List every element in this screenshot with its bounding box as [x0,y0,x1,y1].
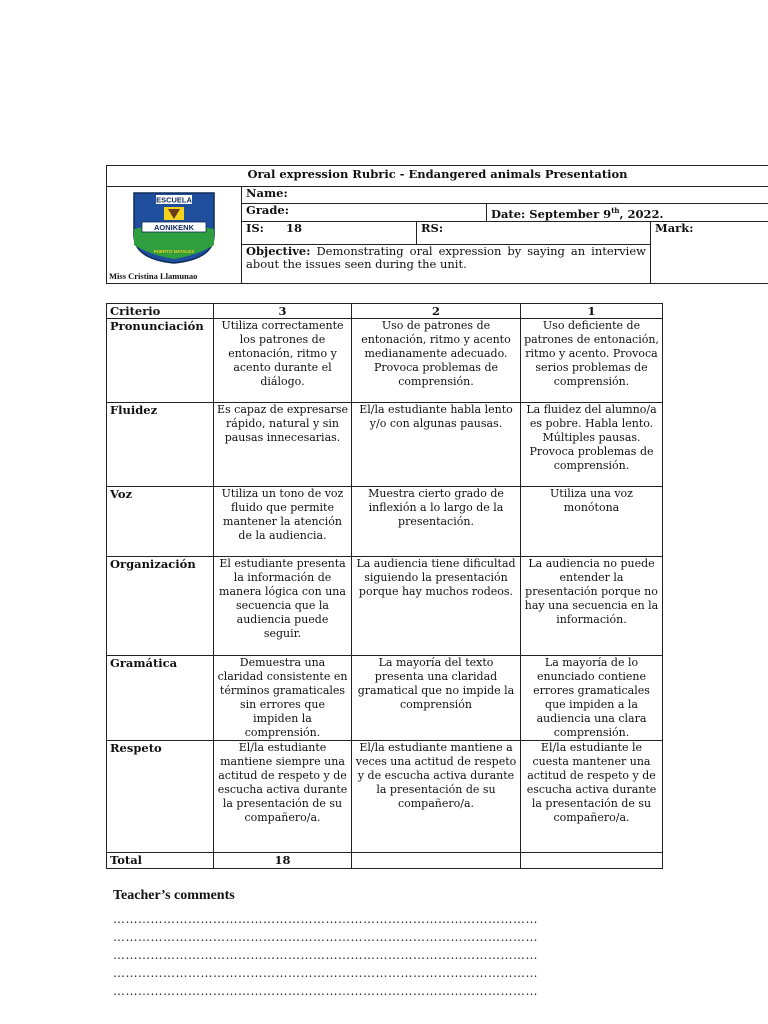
mark-field[interactable]: Mark: [651,221,768,283]
date-field [487,204,768,222]
header-score-2: 2 [352,304,521,319]
comment-line[interactable]: ………………………………………………………………………………………… [113,912,538,926]
score-3-cell: Demuestra una claridad consistente en términos gramaticales sin errores que impiden la comprensión. [214,656,352,741]
total-value: 18 [214,853,352,869]
date-suffix: th [611,206,620,215]
date-label: Date: September 9 [491,206,612,221]
header-score-1: 1 [521,304,663,319]
criterion-cell: Respeto [107,741,214,853]
score-2-cell: Uso de patrones de entonación, ritmo y acento medianamente adecuado. Provoca problemas de comprensión. [352,319,521,403]
comments-title: Teacher’s comments [113,888,235,903]
name-field[interactable]: Name: [242,187,768,204]
logo-text-banner: AONIKENK [153,223,195,232]
comment-line[interactable]: ………………………………………………………………………………………… [113,966,538,980]
is-label: IS: [246,220,264,235]
score-2-cell: La audiencia tiene dificultad siguiendo la presentación porque hay muchos rodeos. [352,557,521,656]
teacher-comments-section [113,888,673,1000]
objective-field [242,245,651,284]
table-row [107,741,663,853]
teacher-name: Miss Cristina Llamunao [109,271,198,281]
school-logo-cell [107,187,242,284]
table-row [107,403,663,487]
table-row [107,557,663,656]
score-2-cell: Muestra cierto grado de inflexión a lo largo de la presentación. [352,487,521,557]
header-criterio: Criterio [107,304,214,319]
score-3-cell: El/la estudiante mantiene siempre una actitud de respeto y de escucha activa durante la presentación de su compañero/a. [214,741,352,853]
total-empty-cell [521,853,663,869]
date-year: , 2022. [619,206,664,221]
rs-field[interactable]: RS: [417,221,651,244]
total-empty-cell [352,853,521,869]
comment-line[interactable]: ………………………………………………………………………………………… [113,948,538,962]
is-value: 18 [285,220,302,235]
total-label: Total [107,853,214,869]
comment-line[interactable]: ………………………………………………………………………………………… [113,984,538,998]
score-1-cell: La mayoría de lo enunciado contiene errores gramaticales que impiden a la audiencia una clara comprensión. [521,656,663,741]
logo-text-top: ESCUELA [156,195,192,205]
grade-field[interactable]: Grade: [242,204,487,222]
score-1-cell: Uso deficiente de patrones de entonación, ritmo y acento. Provoca serios problemas de comprensión. [521,319,663,403]
score-1-cell: Utiliza una voz monótona [521,487,663,557]
score-2-cell: La mayoría del texto presenta una claridad gramatical que no impide la comprensión [352,656,521,741]
score-3-cell: Utiliza un tono de voz fluido que permite mantener la atención de la audiencia. [214,487,352,557]
table-row [107,656,663,741]
criterion-cell: Organización [107,557,214,656]
score-2-cell: El/la estudiante mantiene a veces una actitud de respeto y de escucha activa durante la presentación de su compañero/a. [352,741,521,853]
rubric-header-row [107,304,663,319]
criterion-cell: Pronunciación [107,319,214,403]
rubric-table [106,303,663,869]
logo-text-bottom: PUERTO NATALES [153,249,195,254]
score-3-cell: Utiliza correctamente los patrones de entonación, ritmo y acento durante el diálogo. [214,319,352,403]
comment-line[interactable]: ………………………………………………………………………………………… [113,930,538,944]
score-3-cell: El estudiante presenta la información de manera lógica con una secuencia que la audiencia puede seguir. [214,557,352,656]
criterion-cell: Voz [107,487,214,557]
header-score-3: 3 [214,304,352,319]
rubric-title: Oral expression Rubric - Endangered animals Presentation [107,166,768,187]
score-3-cell: Es capaz de expresarse rápido, natural y sin pausas innecesarias. [214,403,352,487]
total-row [107,853,663,869]
score-1-cell: El/la estudiante le cuesta mantener una actitud de respeto y de escucha activa durante la presentación de su compañero/a. [521,741,663,853]
is-field [242,221,417,244]
objective-label: Objective: [246,244,311,258]
school-logo-icon [128,189,220,265]
score-1-cell: La fluidez del alumno/a es pobre. Habla lento. Múltiples pausas. Provoca problemas de comprensión. [521,403,663,487]
table-row [107,319,663,403]
criterion-cell: Gramática [107,656,214,741]
criterion-cell: Fluidez [107,403,214,487]
table-row [107,487,663,557]
score-1-cell: La audiencia no puede entender la presentación porque no hay una secuencia en la información. [521,557,663,656]
objective-text: Demonstrating oral expression by saying an interview about the issues seen during the unit. [246,244,646,271]
rubric-header-table [106,165,768,284]
score-2-cell: El/la estudiante habla lento y/o con algunas pausas. [352,403,521,487]
